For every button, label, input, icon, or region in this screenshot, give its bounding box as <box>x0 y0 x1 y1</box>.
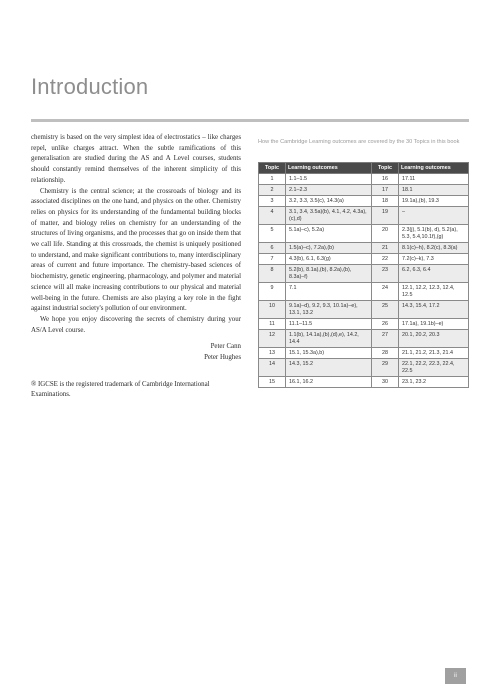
outcomes-cell: 14.3, 15.4, 17.2 <box>399 301 469 319</box>
outcomes-cell: 20.1, 20.2, 20.3 <box>399 330 469 348</box>
outcomes-cell: 8.1(c)–h), 8.2(c), 8.3(a) <box>399 243 469 254</box>
table-row <box>259 330 469 348</box>
header-outcomes-2: Learning outcomes <box>399 163 469 174</box>
outcomes-cell: 11.1–11.5 <box>286 319 372 330</box>
table-row <box>259 348 469 359</box>
header-topic-2: Topic <box>372 163 399 174</box>
topic-cell: 22 <box>372 254 399 265</box>
topic-cell: 6 <box>259 243 286 254</box>
topic-cell: 15 <box>259 377 286 388</box>
body-paragraph-3: We hope you enjoy discovering the secrets of chemistry during your AS/A Level course. <box>31 315 241 334</box>
topic-cell: 23 <box>372 265 399 283</box>
topic-cell: 11 <box>259 319 286 330</box>
learning-outcomes-table <box>258 162 469 388</box>
trademark-footnote: ® IGCSE is the registered trademark of Cambridge International Examinations. <box>31 380 210 399</box>
table-row <box>259 377 469 388</box>
outcomes-cell: 18.1 <box>399 185 469 196</box>
table-row <box>259 243 469 254</box>
outcomes-cell: 7.2(c)–k), 7.3 <box>399 254 469 265</box>
outcomes-cell: 1.1–1.5 <box>286 174 372 185</box>
topic-cell: 18 <box>372 196 399 207</box>
topic-cell: 17 <box>372 185 399 196</box>
table-row <box>259 319 469 330</box>
outcomes-cell: 21.1, 21.2, 21.3, 21.4 <box>399 348 469 359</box>
outcomes-cell: 7.1 <box>286 283 372 301</box>
page-number: ii <box>445 668 466 684</box>
outcomes-cell: 12.1, 12.2, 12.3, 12.4, 12.5 <box>399 283 469 301</box>
topic-cell: 30 <box>372 377 399 388</box>
outcomes-cell: 16.1, 16.2 <box>286 377 372 388</box>
body-paragraph-2: Chemistry is the central science; at the crossroads of biology and its associated disciplines on the one hand, and physics on the other. Chemistry relies on physics for its understanding of the fundamental building blocks of matter, and biology relies on chemistry for an understanding of the structures of living organisms, and the processes that go on inside them that we call life. Standing at this crossroads, the chemist is uniquely positioned to understand, and make significant contributions to, many interdisciplinary areas of current and future importance. The chemistry-based sciences of biochemistry, genetic engineering, pharmacology, and polymer and material science will all make increasing contributions to our physical and material well-being in the future. Chemists are also playing a key role in the fight against industrial society's pollution of our environment. <box>31 187 241 313</box>
outcomes-cell: 5.2(b), 8.1a),(b), 8.2a),(b), 8.3a)–f) <box>286 265 372 283</box>
outcomes-cell: 15.1, 15.3a),b) <box>286 348 372 359</box>
topic-cell: 14 <box>259 359 286 377</box>
table-row <box>259 185 469 196</box>
outcomes-cell: 22.1, 22.2, 22.3, 22.4, 22.5 <box>399 359 469 377</box>
outcomes-cell: 19.1a),(b), 19.3 <box>399 196 469 207</box>
topic-cell: 2 <box>259 185 286 196</box>
outcomes-cell: – <box>399 207 469 225</box>
outcomes-cell: 2.1–2.3 <box>286 185 372 196</box>
topic-cell: 12 <box>259 330 286 348</box>
page-heading: Introduction <box>31 74 149 99</box>
author-name-2: Peter Hughes <box>204 354 241 362</box>
heading-rule <box>31 119 469 122</box>
table-row <box>259 283 469 301</box>
topic-cell: 1 <box>259 174 286 185</box>
table-row <box>259 196 469 207</box>
outcomes-cell: 6.2, 6.3, 6.4 <box>399 265 469 283</box>
outcomes-cell: 1.1(b), 14.1a),(b),(d),e), 14.2, 14.4 <box>286 330 372 348</box>
table-row <box>259 225 469 243</box>
table-row <box>259 359 469 377</box>
topic-cell: 19 <box>372 207 399 225</box>
outcomes-cell: 3.1, 3.4, 3.5a)(b), 4.1, 4.2, 4.3a),(c),d) <box>286 207 372 225</box>
table-body <box>259 174 469 388</box>
topic-cell: 21 <box>372 243 399 254</box>
header-topic-1: Topic <box>259 163 286 174</box>
outcomes-cell: 5.1a)–c), 5.2a) <box>286 225 372 243</box>
outcomes-cell: 17.1a), 19.1b)–e) <box>399 319 469 330</box>
topic-cell: 24 <box>372 283 399 301</box>
outcomes-cell: 23.1, 23.2 <box>399 377 469 388</box>
table-caption: How the Cambridge Learning outcomes are covered by the 30 Topics in this book <box>258 139 460 145</box>
body-column <box>31 133 241 401</box>
outcomes-cell: 9.1a)–d), 9.2, 9.3, 10.1a)–e), 13.1, 13.2 <box>286 301 372 319</box>
outcomes-cell: 14.3, 15.2 <box>286 359 372 377</box>
table-header-row <box>259 163 469 174</box>
topic-cell: 26 <box>372 319 399 330</box>
outcomes-cell: 17.11 <box>399 174 469 185</box>
topic-cell: 16 <box>372 174 399 185</box>
topic-cell: 4 <box>259 207 286 225</box>
table-row <box>259 174 469 185</box>
outcomes-cell: 3.2, 3.3, 3.5(c), 14.3(a) <box>286 196 372 207</box>
topic-cell: 13 <box>259 348 286 359</box>
table-row <box>259 254 469 265</box>
outcomes-cell: 1.5(a)–c), 7.2a),(b) <box>286 243 372 254</box>
topic-cell: 7 <box>259 254 286 265</box>
topic-cell: 5 <box>259 225 286 243</box>
outcomes-cell: 4.3(b), 6.1, 6.3(g) <box>286 254 372 265</box>
topic-cell: 28 <box>372 348 399 359</box>
table-row <box>259 301 469 319</box>
topic-cell: 29 <box>372 359 399 377</box>
author-name-1: Peter Cann <box>210 343 241 351</box>
topic-cell: 25 <box>372 301 399 319</box>
topic-cell: 3 <box>259 196 286 207</box>
outcomes-cell: 2.3(j), 5.1(b), d), 5.2(a), 5.3, 5.4,10.1f),(g) <box>399 225 469 243</box>
table-row <box>259 265 469 283</box>
table-row <box>259 207 469 225</box>
header-outcomes-1: Learning outcomes <box>286 163 372 174</box>
topic-cell: 20 <box>372 225 399 243</box>
body-paragraph-1: chemistry is based on the very simplest idea of electrostatics – like charges repel, unlike charges attract. When the subtle ramifications of this generalisation are studied during the AS and A Level courses, students should constantly remind themselves of the inherent simplicity of this relationship. <box>31 134 241 184</box>
topic-cell: 8 <box>259 265 286 283</box>
topic-cell: 27 <box>372 330 399 348</box>
topic-cell: 10 <box>259 301 286 319</box>
topic-cell: 9 <box>259 283 286 301</box>
